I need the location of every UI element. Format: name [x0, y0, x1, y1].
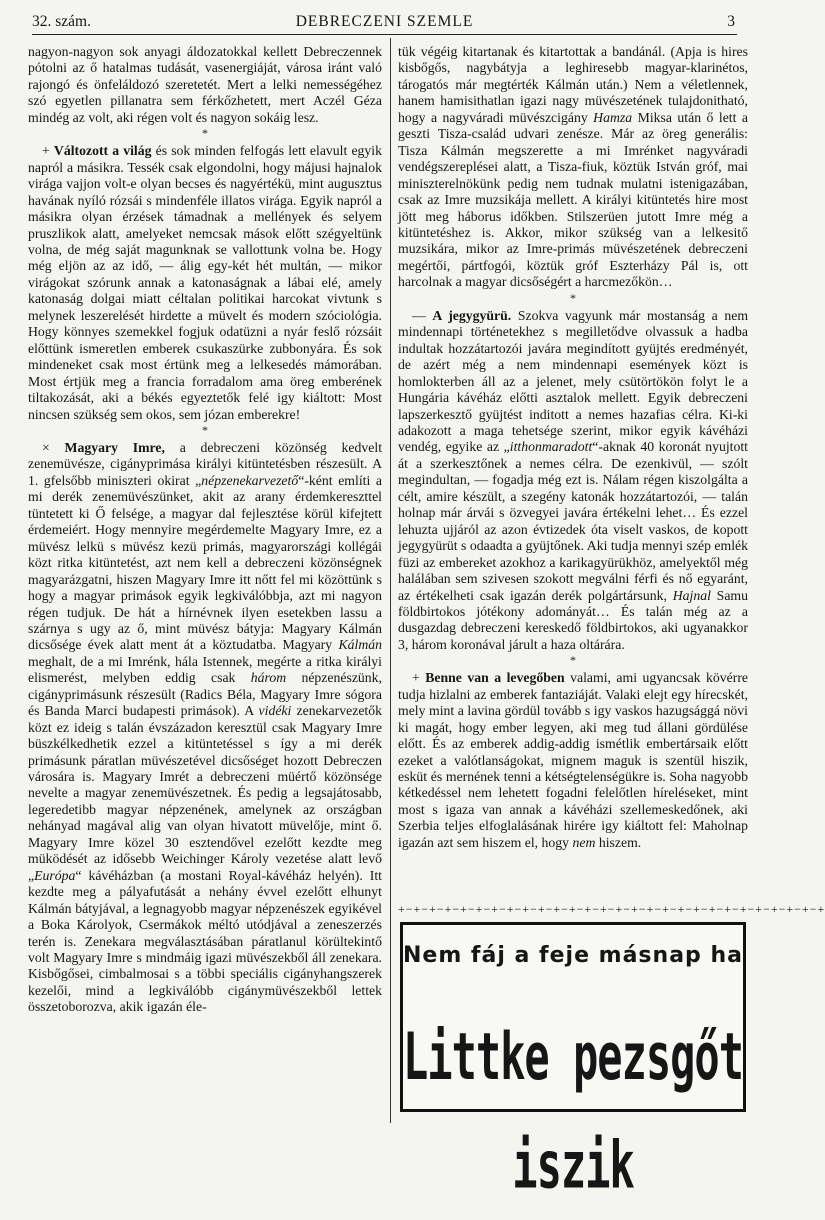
separator-star: * [570, 290, 576, 305]
page-number: 3 [727, 13, 735, 30]
article-magyary-continued [398, 44, 748, 291]
article-body: “-ként említi a mi derék zenemüvészünket, akit az arany érdemkereszttel tüntetett ki Ő felsége, a magyar dal fejlesztése körül kifejtett érdemeiért. Hogy mennyire megérdemelte Magyary Imre, ez a müvész lelkü s müvész kezü primás, magyarországi kollégái közt ritka kitüntetést, azt nem kell a debreczeni közönségnek magyarázgatni, hiszen Magyary Imre itt nőtt fel mi közöttünk s hogy a magyar primások egyik legkiválóbbja, azt mi nagyon régen tudjuk. De hát a hírnévnek ilyen esetekben lassu a szárnya s ugy az ő, mint müvész bátyja: Magyary Kálmán dicsősége évek alatt ment át a köztudatba. Magyary [28, 472, 382, 653]
article-levegoben: + Benne van a levegőben valami, ami ugyancsak kövérre tudja hizlalni az emberek fantaziáját. Valaki elejt egy hírecskét, mely mint a lavina gördül tovább s igy vaskos hazugsággá növi ki magát, hogy ember legyen, aki meg tud állani gördülése előtt. És az emberek addig-addig ismétlik embertársaik előtt ezeket a valótlanságokat, mignem maguk is szentül hiszik, esküt és mernének tenni a kétségtelenségükre is. Soha nagyobb kétkedéssel nem lehetett fogadni felelőtlen híreléseket, mint most s igaza van annak a kávéházi szellemeskedőnek, aki Szerbia teljes elfoglalásának hirére igy kiáltott fel: Maholnap igazán azt sem hiszem el, hogy nem hiszem. [398, 670, 749, 850]
article-body: tük végéig kitartanak és kitartottak a bandánál. (Apja is hires kisbőgős, nagybátyja a leghiresebb magyar-klarinétos, tárogatós már megtérték Kálmán után.) Nem a véletlennek, hanem hamisithatlan igazi nagy müvészetének tulajdonitható, hogy a nagyváradi müvészcigány [398, 44, 748, 125]
article-aczel-continued: nagyon-nagyon sok anyagi áldozatokkal kellett Debreczennek pótolni az ő hatalmas tudását, vasenergiáját, városa iránt való rajongó és önfeláldozó szeretetét. Mert a lelki nemességéhez szó egyetlen pillanatra sem férkőzhetett, mert Aczél Géza mindég az volt, aki régen volt és nagyon sokáig lesz. [28, 44, 382, 125]
advertisement-littke [398, 902, 825, 1203]
separator-star: * [202, 422, 208, 437]
separator-star: * [570, 653, 576, 668]
article-body: “ kávéházban (a mostani Royal-kávéház helyén). Itt kezdte meg a pályafutását a nehány évvel ezelőtt elhunyt Kálmán bátyjával, a legnagyobb magyar népzenészek egyikével a Boka Károlyok, Csermákok méltó utódjával a zeneszerzés terén is. Zenekara megválasztásában páratlanul körültekintő volt Magyary Imre s mindmáig igazi müvészekből áll zenekara. Kisbőgősei, cimbalmosai s a többi speciális cigányhangszerek kezelői, mind a legkiválóbb cigánymüvészekből lettek összetoborozva, akik igazán éle- [28, 867, 382, 1015]
ad-decorative-border: +−+−+−+−+−+−+−+−+−+−+−+−+−+−+−+−+−+−+−+−+−+−+−+−+−+−+−+ [398, 902, 825, 916]
article-emphasis: Európa [34, 867, 76, 883]
article-body: népzenészünk, cigányprimásunk részesült (Radics Béla, Magyary Imre sógora és Banda Marci budapesti primások). A [28, 670, 382, 719]
page-header [32, 8, 737, 35]
article-body: Szokva vagyunk már mostanság a nem mindennapi történetekhez s megilletődve olvassuk a hadba indultak hozzátartozói javára megindított gyüjtés eredményét, de azért még a nem mindennapi események közt is homlokterben áll az a jelenet, mely csütörtökön folyt le a Hungária kávéház előtti asztalok mellett. Egyik debreczeni lapszerkesztő gyüjtést inditott a nemes hazafias célra. Ki-ki adakozott a maga tehetsége szerint, mikor egyik kávéházi vendég, egyike az „ [398, 307, 749, 455]
article-title: Benne van a levegőben [425, 670, 565, 686]
article-emphasis: nem [572, 834, 596, 850]
article-title: Változott a világ [53, 143, 152, 159]
article-body: és sok minden felfogás lett elavult egyik napról a másikra. Tessék csak elgondolni, hogy májusi hajnalok virága vajjon volt-e olyan becses és nagyértékü, mint augusztus havának nyíló rózsái s mindenféle illatos virága. Egyik napról a másikra olyan érzések támadnak a mellények és selyem pruszlikok alatt, amelyeket nemcsak mások előtt szégyeltünk volna, de még saját magunknak se vallottunk volna be. Hogy még eljön az az idő, — álig egy-két hét multán, — mikor virágokat szórunk annak a katonaságnak a lábai elé, amely katonaság dolgai miatt céltalan politikai harcokat vivtunk s melynek leszerelését hirdette a müvelt és modern szóciológia. Hogy könnyes szemekkel fogjuk odatüzni a nyár feslő rózsáit előttünk ismeretlen emberek csukaszürke zubbonyára. És sok mindeneket csak most értünk meg a lelkesedés mámorában. Most értjük meg a francia forradalom ama öreg emberének tiltakozását, aki a békés egyeztetők felé igy kiáltott: Most nincsen szükség sem okos, sem józan emberekre! [28, 143, 382, 422]
article-body: meghalt, de a mi Imrénk, hála Istennek, megérte a ritka királyi elismerést, melyben eddig csak [28, 653, 382, 686]
article-emphasis: Kálmán [338, 637, 382, 653]
ad-brand-slogan: Littke pezsgőt iszik [403, 1018, 744, 1203]
newspaper-title: DEBRECZENI SZEMLE [295, 13, 474, 30]
article-body: “-aknak 40 koronát nyujtott át a szerkesztőnek a nemes célra. De ezenkivül, — szólt megindultan, — fogadja még ezt is. Nálam régen kiszolgálta a célt, amire készült, a szegény katonák hozzátartozói, — talán holnap már árvái s özvegyei javára értékelni lehet… És ezzel lehuzta ujjáról az azon évtizedek óta viselt vaskos, de kopott jegygyürüt s odaadta a gyüjtőnek. Aki tudja mennyi szép emlék füzi az embereket azokhoz a karikagyürükhöz, amelyektől még halálában sem szivesen szokott megválni férfi és nő egyaránt, az értékelheti csak igazán derék polgártársunk, [398, 439, 749, 603]
article-emphasis: három [250, 670, 287, 686]
article-emphasis: itthonmaradott [509, 439, 593, 455]
article-body: Miksa után ő lett a geszti Tisza-család udvari zenésze. Már az öreg generális: Tisza Kálmán megszerette a mi Imrénket nagyváradi vendégszereplései alatt, a Tisza-fiuk, köztük István gróf, mai miniszterelnökünk pedig nem tudnak mulatni istenigazában, csak az Imre muzsikája mellett. A királyi kitüntetés hire most jött meg háborus időkben. Stilszerüen jutott Imre még a kitüntetéshez is. Akkor, mikor szükség van a lelkesitő muzsikára, mikor az Imre-primás müvészetének debreczeni megértői, pártfogói, köztük gróf Eszterházy Pál is, ott harcolnak a magyar dicsőségért a harcmezőkön… [398, 109, 749, 290]
article-title: A jegygyürü. [432, 307, 512, 323]
article-body: zenekarvezetők közt ez ideig s talán évszázadon keresztül csak Magyary Imre büszkélkedhetik ezzel a kitüntetéssel s így a mi derék primásunk páratlan müvészetével dicsőséget hozott Debreczen városára is. Magyary Imrét a debreczeni müértő közönsége nevelte a magyar zenemüvészetnek. És pedig a legsajátosabb, legeredetibb magyar népzenének, amelynek az országban nehányad magával alig van olyan hivatott müvelője, mint ő. Magyary Imre közel 30 esztendővel ezelőtt kezdte meg müködését az idősebb Weichinger Károly vezetése alatt levő „ [28, 703, 382, 883]
article-jegygyuru: — A jegygyürü. Szokva vagyunk már mostanság a nem mindennapi történetekhez s megilletődve olvassuk a hadba indultak hozzátartozói javára megindított gyüjtés eredményét, de azért még a nem mindennapi események közt is homlokterben áll az a jelenet, mely csütörtökön folyt le a Hungária kávéház előtti asztalok mellett. Egyik debreczeni lapszerkesztő gyüjtést inditott a nemes hazafias célra. Ki-ki adakozott a maga tehetsége szerint, mikor egyik kávéházi vendég, egyike az „itthonmaradott“-aknak 40 koronát nyujtott át a szerkesztőnek a nemes célra. De ezenkivül, — szólt megindultan, — fogadja még ezt is. Nálam régen kiszolgálta a célt, amire készült, a szegény katonák hozzátartozói, — talán holnap már árvái s özvegyei javára értékelni lehet… És ezzel lehuzta ujjáról az azon évtizedek óta viselt vaskos, de kopott jegygyürüt s odaadta a gyüjtőnek. Aki tudja mennyi szép emlék füzi az embereket azokhoz a karikagyürükhöz, amelyektől még halálában sem szivesen szokott megválni férfi és nő egyaránt, az értékelheti csak igazán derék polgártársunk, Hajnal Samu földbirtokos jótékony adományát… És talán még az a dusgazdag debreczeni kereskedő földbirtokos, aki ugyanakkor 3, három koronával járult a haza oltárára. [398, 307, 749, 652]
ad-tagline: Nem fáj a feje másnap ha [403, 943, 743, 968]
article-body: valami, ami ugyancsak kövérre tudja hizlalni az emberek fantaziáját. Valaki elejt egy hírecskét, mely mint a lavina gördül tovább s igy vaskos hazugsággá növi ki magát, hogy ember legyen, aki meg tud állani gördülése előtt. És az emberek addig-addig ismétlik embertársaik előtt ezeket a valótlanságokat, mignem maguk is szentül hiszik, esküt és mernének tenni a kétségtelenségükre is. Soha nagyobb kétkedéssel nem lehetett fogadni felelőtlen híreléseket, mint most s igaza van annak a kávéházi szellemeskedőnek, aki Szerbia teljes elfoglalásának hirére igy kiáltott fel: Maholnap igazán azt sem hiszem el, hogy [398, 670, 749, 850]
column-divider [390, 38, 391, 1123]
article-emphasis: Hamza [593, 109, 633, 125]
ad-frame [400, 922, 746, 1203]
issue-number: 32. szám. [32, 13, 91, 30]
article-emphasis: Hajnal [672, 587, 711, 603]
article-body: hiszem. [595, 834, 642, 850]
article-body: a debreczeni közönség kedvelt zenemüvésze, cigányprimása királyi kitüntetésben részesült. A 1. gfelsőbb miniszteri okirat „ [28, 439, 383, 488]
right-column [398, 44, 748, 851]
article-valtozott: + Változott a világ és sok minden felfogás lett elavult egyik napról a másikra. Tessék csak elgondolni, hogy májusi hajnalok virága vajjon volt-e olyan becses és nagyértékü, mint augusztus havának nyíló rózsái s mindenféle illatos virága. Egyik napról a másikra olyan érzések támadnak a mellények és selyem pruszlikok alatt, amelyeket nemcsak mások előtt szégyeltünk volna, de még saját magunknak se vallottunk volna be. Hogy még eljön az az idő, — álig egy-két hét multán, — mikor virágokat szórunk annak a katonaságnak a lábai elé, amely katonaság dolgai miatt céltalan politikai harcokat vivtunk s melynek leszerelését hirdette a müvelt és modern szóciológia. Hogy könnyes szemekkel fogjuk odatüzni a nyár feslő rózsáit előttünk ismeretlen emberek csukaszürke zubbonyára. És sok mindeneket csak most értünk meg a lelkesedés mámorában. Most értjük meg a francia forradalom ama öreg emberének tiltakozását, aki a békés egyeztetők felé igy kiáltott: Most nincsen szükség sem okos, sem józan emberekre! [28, 143, 382, 422]
article-body: Samu földbirtokos jótékony adományát… És talán még az a dusgazdag debreczeni kereskedő földbirtokos, aki ugyanakkor 3, három koronával járult a haza oltárára. [398, 587, 748, 652]
article-emphasis: vidéki [258, 703, 292, 719]
separator-star: * [202, 126, 208, 141]
left-column [28, 44, 382, 1016]
article-title: Magyary Imre, [64, 439, 165, 455]
article-emphasis: népzenekarvezető [201, 472, 299, 488]
article-magyary: × Magyary Imre, a debreczeni közönség kedvelt zenemüvésze, cigányprimása királyi kitüntetésben részesült. A 1. gfelsőbb miniszteri okirat „népzenekarvezető“-ként említi a mi derék zenemüvészünket, akit az arany érdemkereszttel tüntetett ki Ő felsége, a magyar dal fejlesztése körül kifejtett érdemeiért. Hogy mennyire megérdemelte Magyary Imre, ez a müvész lelkü s müvész kezü primás, magyarországi kollégái közt ritka kitüntetést, azt nem kell a debreczeni közönségnek magyarázgatni, hiszen Magyary Imre itt nőtt fel mi közöttünk s hogy a magyar primások egyik legkiválóbbja, azt mi nagyon régen tudjuk. De hát a hírnévnek ilyen esetekben lassu a szárnya s ugy az ő, mint müvész bátyja: Magyary Kálmán dicsősége évek alatt ment át a köztudatba. Magyary Kálmán meghalt, de a mi Imrénk, hála Istennek, megérte a ritka királyi elismerést, melyben eddig csak három népzenészünk, cigányprimásunk részesült (Radics Béla, Magyary Imre sógora és Banda Marci budapesti primások). A vidéki zenekarvezetők közt ez ideig s talán évszázadon keresztül csak Magyary Imre büszkélkedhetik ezzel a kitüntetéssel s így a mi derék primásunk páratlan müvészetével dicsőséget hozott Debreczen városára is. Magyary Imrét a debreczeni müértő közönsége nevelte a magyar zenemüvészetnek. És pedig a legsajátosabb, legeredetibb magyar népzenének, amelynek az országban nehányad magával alig van olyan hivatott müvelője, mint ő. Magyary Imre közel 30 esztendővel ezelőtt kezdte meg müködését az idősebb Weichinger Károly vezetése alatt levő „Európa“ kávéházban (a mostani Royal-kávéház helyén). Itt kezdte meg a pályafutását a nehány évvel ezelőtt elhunyt Kálmán bátyjával, a legnagyobb magyar népzenészek egyikével a Boka Károlyok, Csermákok méltó utódjával a zeneszerzés terén is. Zenekara megválasztásában páratlanul körültekintő volt Magyary Imre s mindmáig igazi müvészekből áll zenekara. Kisbőgősei, cimbalmosai s a többi speciális cigányhangszerek kezelői, mind a legkiválóbb cigánymüvészekből lettek összetoborozva, akik igazán éle- [28, 439, 383, 1015]
